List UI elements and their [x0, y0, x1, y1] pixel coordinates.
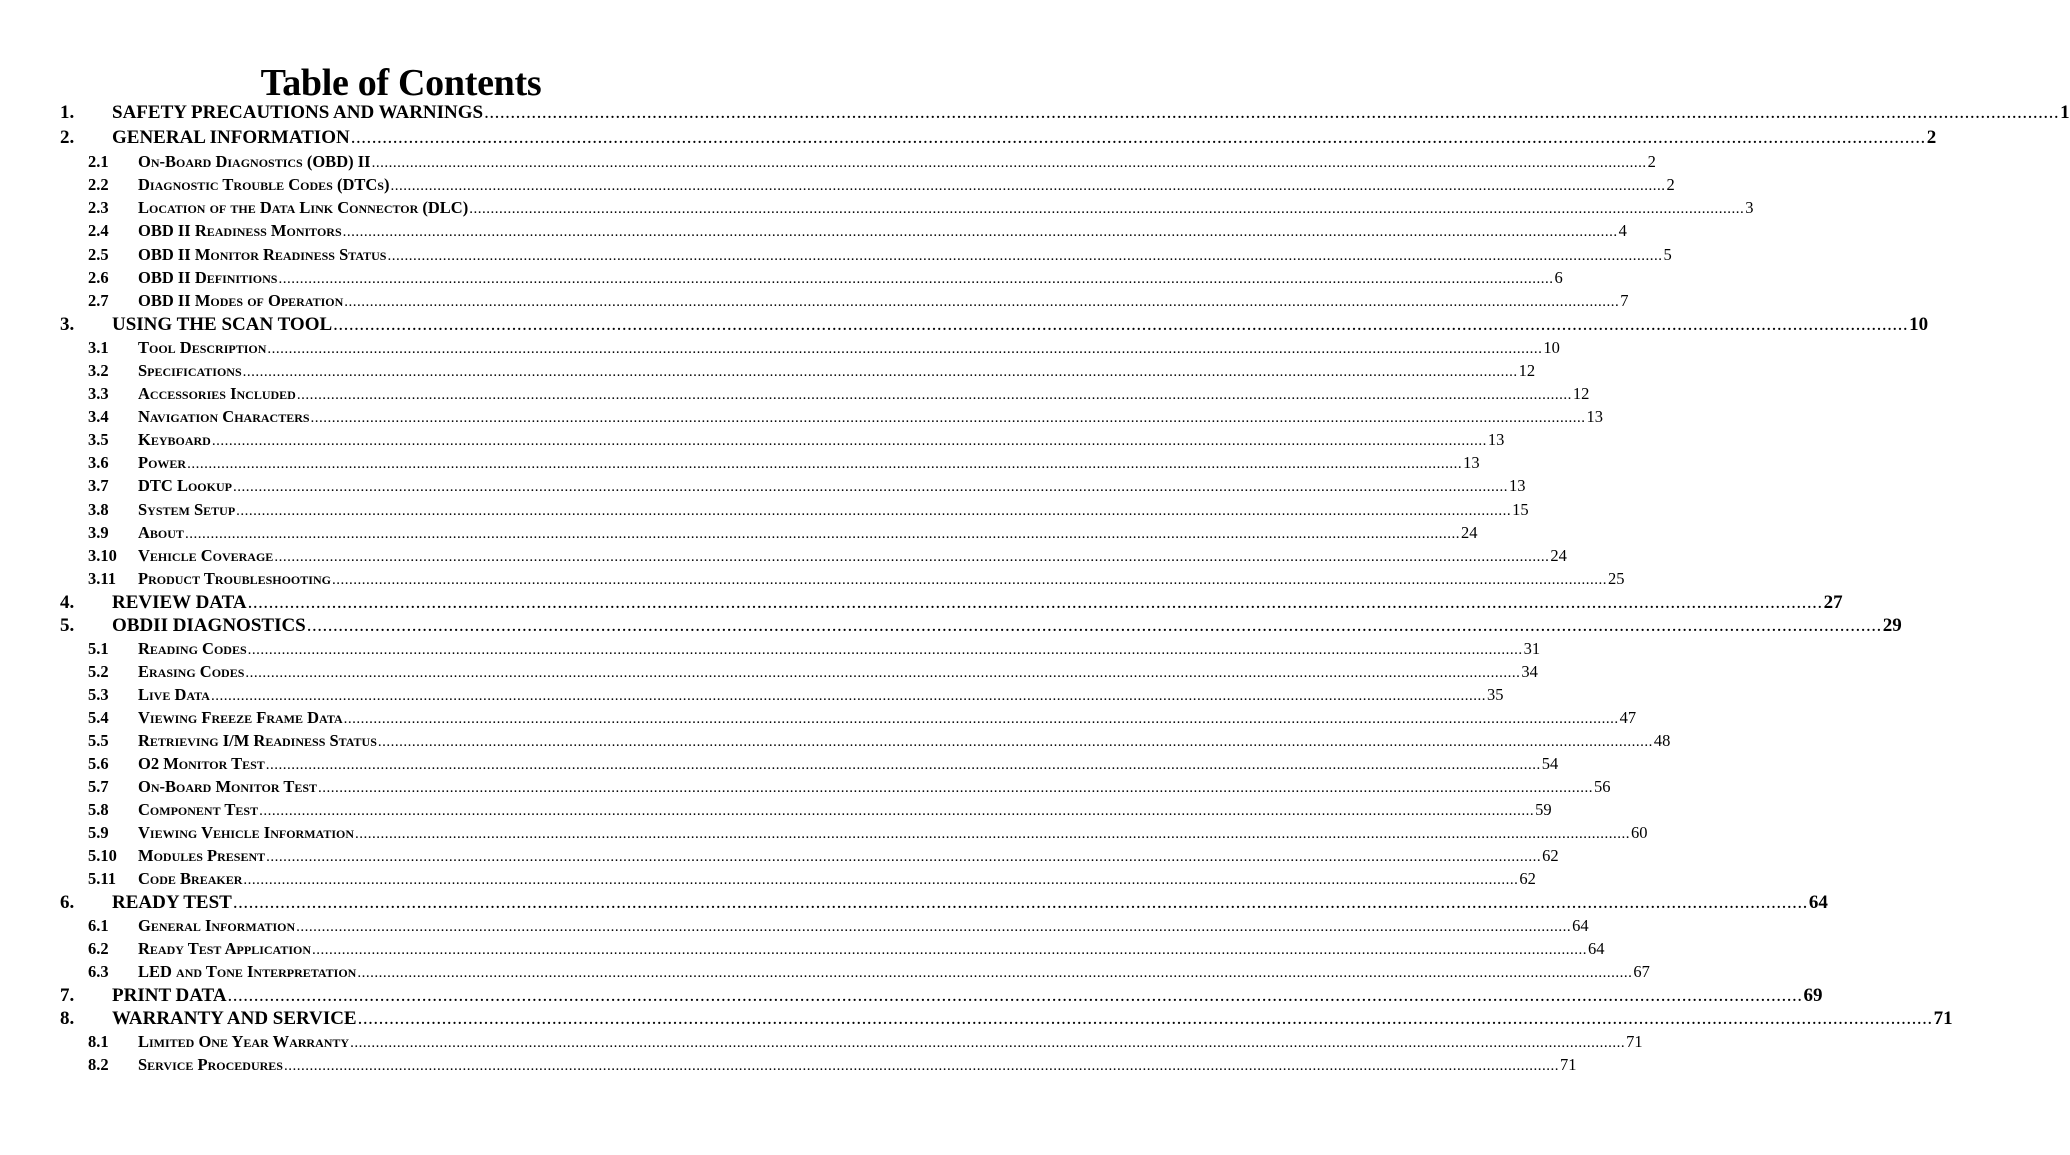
toc-entry-page: 64	[1572, 916, 1589, 935]
toc-entry-number: 3.10	[88, 546, 117, 565]
toc-entry[interactable]	[60, 962, 1650, 982]
toc-entry-page: 71	[1559, 1055, 1577, 1074]
toc-entry-page: 2	[1647, 152, 1656, 171]
toc-entry-number: 3.5	[88, 430, 109, 449]
toc-entry-label: Tool Description	[138, 338, 267, 357]
toc-leader-dots: ............................................................................................................................................................................................................................................................................................................	[243, 872, 1519, 888]
toc-entry-page: 3	[1745, 198, 1754, 217]
toc-entry-label: Code Breaker	[138, 869, 243, 888]
toc-entry-label: READY TEST	[112, 892, 232, 913]
toc-entry-number: 2.2	[88, 175, 109, 194]
toc-entry-label: Service Procedures	[138, 1055, 283, 1074]
toc-entry-number: 3.7	[88, 476, 109, 495]
toc-leader-dots: ............................................................................................................................................................................................................................................................................................................	[227, 985, 1803, 1006]
toc-leader-dots: ............................................................................................................................................................................................................................................................................................................	[274, 549, 1550, 565]
toc-entry-number: 5.3	[88, 685, 109, 704]
toc-entry[interactable]	[60, 384, 1590, 404]
toc-entry-label: About	[138, 523, 184, 542]
toc-entry-number: 8.	[60, 1008, 75, 1029]
toc-entry-page: 64	[1588, 939, 1605, 958]
toc-entry-number: 6.2	[88, 939, 109, 958]
toc-entry-number: 5.11	[88, 869, 116, 888]
toc-entry-page: 67	[1633, 962, 1650, 981]
toc-entry-label: General Information	[138, 916, 296, 935]
toc-entry-label: OBD II Definitions	[138, 268, 278, 287]
toc-entry-page: 27	[1823, 592, 1843, 613]
toc-entry-page: 71	[1626, 1032, 1643, 1051]
toc-entry-number: 5.4	[88, 708, 109, 727]
toc-leader-dots: ............................................................................................................................................................................................................................................................................................................	[469, 201, 1745, 217]
toc-entry[interactable]	[60, 662, 1538, 682]
toc-entry-page: 12	[1572, 384, 1590, 403]
toc-entry-number: 5.5	[88, 731, 109, 750]
toc-entry-number: 7.	[60, 985, 75, 1006]
toc-entry-number: 6.3	[88, 962, 109, 981]
toc-entry-label: OBD II Monitor Readiness Status	[138, 245, 387, 264]
toc-entry-number: 1.	[60, 102, 75, 123]
toc-entry-label: GENERAL INFORMATION	[112, 127, 350, 148]
toc-entry[interactable]	[60, 523, 1478, 543]
toc-entry[interactable]	[60, 152, 1656, 172]
toc-entry-number: 3.3	[88, 384, 109, 403]
toc-entry-number: 2.3	[88, 198, 109, 217]
toc-entry[interactable]	[60, 1008, 1953, 1029]
toc-entry[interactable]	[60, 615, 1902, 636]
toc-entry-page: 4	[1618, 221, 1627, 240]
toc-leader-dots: ............................................................................................................................................................................................................................................................................................................	[283, 1058, 1559, 1074]
toc-entry-number: 5.9	[88, 823, 109, 842]
toc-entry-label: OBDII DIAGNOSTICS	[112, 615, 306, 636]
toc-entry[interactable]	[60, 245, 1672, 265]
toc-entry[interactable]	[60, 569, 1625, 589]
toc-entry[interactable]	[60, 800, 1552, 820]
toc-entry-number: 6.	[60, 892, 75, 913]
toc-leader-dots: ............................................................................................................................................................................................................................................................................................................	[259, 803, 1535, 819]
toc-entry-number: 3.1	[88, 338, 109, 357]
toc-entry-label: OBD II Modes of Operation	[138, 291, 344, 310]
toc-leader-dots: ............................................................................................................................................................................................................................................................................................................	[312, 942, 1588, 958]
toc-entry-page: 1	[2060, 102, 2070, 123]
toc-leader-dots: ............................................................................................................................................................................................................................................................................................................	[211, 433, 1487, 449]
toc-entry-label: LED and Tone Interpretation	[138, 962, 357, 981]
toc-entry-number: 2.1	[88, 152, 109, 171]
toc-leader-dots: ............................................................................................................................................................................................................................................................................................................	[355, 826, 1631, 842]
toc-leader-dots: ............................................................................................................................................................................................................................................................................................................	[484, 102, 2060, 123]
toc-entry[interactable]	[60, 754, 1559, 774]
toc-entry[interactable]	[60, 175, 1675, 195]
toc-entry[interactable]	[60, 639, 1541, 659]
toc-leader-dots: ............................................................................................................................................................................................................................................................................................................	[387, 248, 1663, 264]
toc-leader-dots: ............................................................................................................................................................................................................................................................................................................	[267, 341, 1543, 357]
toc-entry-page: 13	[1487, 430, 1505, 449]
toc-entry-label: Accessories Included	[138, 384, 296, 403]
toc-entry-page: 56	[1594, 777, 1611, 796]
toc-entry-label: Limited One Year Warranty	[138, 1032, 350, 1051]
toc-entry-page: 35	[1486, 685, 1504, 704]
toc-entry[interactable]	[60, 127, 1937, 148]
toc-entry[interactable]	[60, 916, 1589, 936]
toc-entry[interactable]	[60, 476, 1526, 496]
toc-leader-dots: ............................................................................................................................................................................................................................................................................................................	[247, 592, 1823, 613]
toc-entry-label: Power	[138, 453, 187, 472]
toc-entry-page: 71	[1933, 1008, 1953, 1029]
toc-entry-number: 8.1	[88, 1032, 109, 1051]
toc-entry-page: 60	[1631, 823, 1648, 842]
toc-entry-label: On-Board Monitor Test	[138, 777, 318, 796]
toc-leader-dots: ............................................................................................................................................................................................................................................................................................................	[247, 642, 1523, 658]
toc-entry-label: DTC Lookup	[138, 476, 232, 495]
toc-entry-page: 25	[1607, 569, 1625, 588]
toc-entry-number: 2.6	[88, 268, 109, 287]
toc-entry[interactable]	[60, 777, 1611, 797]
toc-entry-label: Component Test	[138, 800, 259, 819]
toc-leader-dots: ............................................................................................................................................................................................................................................................................................................	[245, 665, 1521, 681]
toc-entry[interactable]	[60, 685, 1504, 705]
toc-entry-page: 5	[1663, 245, 1672, 264]
toc-leader-dots: ............................................................................................................................................................................................................................................................................................................	[242, 364, 1518, 380]
toc-entry-page: 62	[1519, 869, 1536, 888]
toc-entry[interactable]	[60, 846, 1559, 866]
toc-leader-dots: ............................................................................................................................................................................................................................................................................................................	[210, 688, 1486, 704]
toc-entry-label: Diagnostic Trouble Codes (DTCs)	[138, 175, 390, 194]
toc-entry-number: 8.2	[88, 1055, 109, 1074]
toc-leader-dots: ............................................................................................................................................................................................................................................................................................................	[318, 780, 1594, 796]
toc-entry-page: 59	[1535, 800, 1552, 819]
toc-entry-label: REVIEW DATA	[112, 592, 247, 613]
toc-entry-label: PRINT DATA	[112, 985, 227, 1006]
toc-entry[interactable]	[60, 221, 1627, 241]
toc-entry-label: System Setup	[138, 500, 236, 519]
toc-entry-number: 2.4	[88, 221, 109, 240]
toc-entry[interactable]	[60, 546, 1567, 566]
toc-leader-dots: ............................................................................................................................................................................................................................................................................................................	[310, 410, 1586, 426]
toc-entry-page: 2	[1926, 127, 1937, 148]
toc-entry-label: Retrieving I/M Readiness Status	[138, 731, 377, 750]
toc-entry-page: 15	[1512, 500, 1529, 519]
toc-entry-label: Product Troubleshooting	[138, 569, 331, 588]
toc-entry-page: 54	[1541, 754, 1559, 773]
toc-entry-label: Live Data	[138, 685, 210, 704]
toc-entry-number: 4.	[60, 592, 75, 613]
toc-entry-page: 13	[1508, 476, 1526, 495]
toc-leader-dots: ............................................................................................................................................................................................................................................................................................................	[350, 127, 1926, 148]
toc-entry-page: 47	[1619, 708, 1637, 727]
toc-entry-page: 31	[1523, 639, 1541, 658]
toc-leader-dots: ............................................................................................................................................................................................................................................................................................................	[390, 178, 1666, 194]
toc-entry-number: 5.6	[88, 754, 109, 773]
toc-entry[interactable]	[60, 869, 1536, 889]
toc-entry-number: 5.	[60, 615, 75, 636]
toc-entry-page: 62	[1542, 846, 1559, 865]
toc-entry-page: 29	[1882, 615, 1902, 636]
toc-entry-label: On-Board Diagnostics (OBD) II	[138, 152, 371, 171]
toc-entry-label: Vehicle Coverage	[138, 546, 274, 565]
toc-leader-dots: ............................................................................................................................................................................................................................................................................................................	[357, 965, 1633, 981]
toc-entry[interactable]	[60, 198, 1754, 218]
toc-entry[interactable]	[60, 338, 1560, 358]
toc-entry[interactable]	[60, 1055, 1577, 1075]
toc-entry[interactable]	[60, 823, 1648, 843]
toc-entry[interactable]	[60, 708, 1637, 728]
toc-entry-page: 13	[1586, 407, 1604, 426]
toc-entry-number: 2.	[60, 127, 75, 148]
toc-entry-number: 5.2	[88, 662, 109, 681]
toc-entry[interactable]	[60, 291, 1629, 311]
toc-entry-page: 6	[1554, 268, 1563, 287]
toc-entry-label: Modules Present	[138, 846, 266, 865]
toc-leader-dots: ............................................................................................................................................................................................................................................................................................................	[306, 615, 1882, 636]
toc-entry[interactable]	[60, 314, 1929, 335]
toc-entry-number: 3.11	[88, 569, 116, 588]
toc-entry-label: Keyboard	[138, 430, 211, 449]
toc-leader-dots: ............................................................................................................................................................................................................................................................................................................	[236, 503, 1512, 519]
toc-entry-label: Navigation Characters	[138, 407, 310, 426]
toc-entry[interactable]	[60, 430, 1505, 450]
toc-entry-number: 5.10	[88, 846, 117, 865]
page-title: Table of Contents	[260, 62, 542, 104]
toc-entry-page: 10	[1543, 338, 1560, 357]
toc-entry-number: 6.1	[88, 916, 109, 935]
toc-entry-label: SAFETY PRECAUTIONS AND WARNINGS	[112, 102, 484, 123]
toc-entry-label: Erasing Codes	[138, 662, 245, 681]
toc-leader-dots: ............................................................................................................................................................................................................................................................................................................	[331, 572, 1607, 588]
toc-entry-page: 48	[1653, 731, 1671, 750]
toc-entry[interactable]	[60, 1032, 1643, 1052]
toc-leader-dots: ............................................................................................................................................................................................................................................................................................................	[350, 1035, 1626, 1051]
toc-entry-number: 3.2	[88, 361, 109, 380]
toc-leader-dots: ............................................................................................................................................................................................................................................................................................................	[343, 711, 1619, 727]
toc-leader-dots: ............................................................................................................................................................................................................................................................................................................	[333, 314, 1909, 335]
toc-entry-number: 5.1	[88, 639, 109, 658]
toc-entry-number: 3.4	[88, 407, 109, 426]
toc-entry[interactable]	[60, 731, 1671, 751]
toc-leader-dots: ............................................................................................................................................................................................................................................................................................................	[232, 892, 1808, 913]
toc-entry[interactable]	[60, 592, 1843, 613]
toc-entry-label: Viewing Vehicle Information	[138, 823, 355, 842]
toc-entry-number: 3.8	[88, 500, 109, 519]
toc-entry-page: 24	[1460, 523, 1478, 542]
toc-entry[interactable]	[60, 500, 1529, 520]
toc-leader-dots: ............................................................................................................................................................................................................................................................................................................	[266, 849, 1542, 865]
toc-entry-number: 2.5	[88, 245, 109, 264]
toc-leader-dots: ............................................................................................................................................................................................................................................................................................................	[265, 757, 1541, 773]
toc-entry-label: Location of the Data Link Connector (DLC)	[138, 198, 469, 217]
toc-entry-number: 2.7	[88, 291, 109, 310]
toc-leader-dots: ............................................................................................................................................................................................................................................................................................................	[187, 456, 1463, 472]
toc-entry-label: WARRANTY AND SERVICE	[112, 1008, 357, 1029]
toc-entry-label: O2 Monitor Test	[138, 754, 265, 773]
toc-entry-page: 13	[1463, 453, 1480, 472]
toc-entry-number: 3.9	[88, 523, 109, 542]
toc-entry-number: 5.7	[88, 777, 109, 796]
toc-leader-dots: ............................................................................................................................................................................................................................................................................................................	[344, 294, 1620, 310]
toc-leader-dots: ............................................................................................................................................................................................................................................................................................................	[377, 734, 1653, 750]
toc-entry-page: 7	[1620, 291, 1629, 310]
toc-entry-label: OBD II Readiness Monitors	[138, 221, 342, 240]
toc-entry-label: Specifications	[138, 361, 242, 380]
toc-leader-dots: ............................................................................................................................................................................................................................................................................................................	[371, 155, 1647, 171]
toc-entry-number: 5.8	[88, 800, 109, 819]
toc-entry[interactable]	[60, 453, 1480, 473]
toc-entry-number: 3.	[60, 314, 75, 335]
toc-entry-label: Ready Test Application	[138, 939, 312, 958]
toc-entry[interactable]	[60, 407, 1604, 427]
toc-leader-dots: ............................................................................................................................................................................................................................................................................................................	[278, 271, 1554, 287]
toc-leader-dots: ............................................................................................................................................................................................................................................................................................................	[232, 479, 1508, 495]
toc-entry-label: Viewing Freeze Frame Data	[138, 708, 343, 727]
toc-entry-page: 64	[1808, 892, 1828, 913]
toc-entry-number: 3.6	[88, 453, 109, 472]
toc-entry-label: USING THE SCAN TOOL	[112, 314, 333, 335]
toc-entry-page: 69	[1803, 985, 1823, 1006]
toc-leader-dots: ............................................................................................................................................................................................................................................................................................................	[296, 387, 1572, 403]
toc-entry[interactable]	[60, 892, 1828, 913]
toc-leader-dots: ............................................................................................................................................................................................................................................................................................................	[342, 224, 1618, 240]
toc-entry[interactable]	[60, 939, 1605, 959]
toc-entry-page: 10	[1909, 314, 1929, 335]
toc-entry[interactable]	[60, 985, 1823, 1006]
toc-leader-dots: ............................................................................................................................................................................................................................................................................................................	[296, 919, 1572, 935]
toc-entry-page: 12	[1518, 361, 1536, 380]
toc-entry-page: 2	[1666, 175, 1675, 194]
toc-entry[interactable]	[60, 102, 2070, 123]
toc-entry-page: 34	[1521, 662, 1538, 681]
toc-leader-dots: ............................................................................................................................................................................................................................................................................................................	[357, 1008, 1933, 1029]
toc-entry[interactable]	[60, 361, 1536, 381]
toc-entry-page: 24	[1550, 546, 1567, 565]
toc-leader-dots: ............................................................................................................................................................................................................................................................................................................	[184, 526, 1460, 542]
toc-entry[interactable]	[60, 268, 1563, 288]
toc-entry-label: Reading Codes	[138, 639, 247, 658]
